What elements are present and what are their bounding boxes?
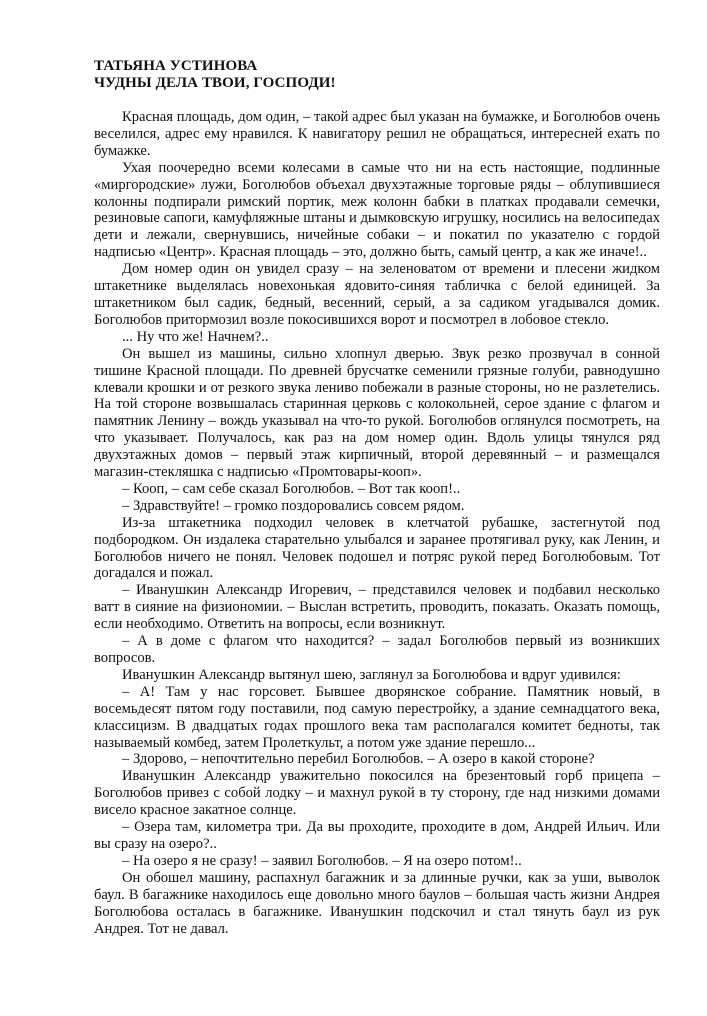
story-title: ЧУДНЫ ДЕЛА ТВОИ, ГОСПОДИ! [94, 75, 336, 91]
paragraph: ... Ну что же! Начнем?.. [122, 328, 269, 345]
paragraph: – Кооп, – сам себе сказал Боголюбов. – Вот так кооп!.. [122, 480, 461, 497]
paragraph: Дом номер один он увидел сразу – на зеленоватом от времени и плесени жидком штакетнике выделялась новехонькая ядовито-синяя табличка с белой единицей. За штакетником был садик, бедный, весенний, серый, а за садиком угадывался домик. Боголюбов притормозил возле покосившихся ворот и посмотрел в лобовое стекло. [94, 261, 660, 328]
paragraph: – Иванушкин Александр Игоревич, – представился человек и подбавил несколько ватт в сияние на физиономии. – Выслан встретить, проводить, показать. Оказать помощь, если необходимо. Ответить на вопросы, если возникнут. [94, 582, 660, 633]
paragraph: – На озеро я не сразу! – заявил Боголюбов. – Я на озеро потом!.. [122, 852, 522, 869]
paragraph: Он обошел машину, распахнул багажник и за длинные ручки, как за уши, выволок баул. В багажнике находилось еще довольно много баулов – большая часть жизни Андрея Боголюбова осталась в багажнике. Иванушкин подскочил и стал тянуть баул из рук Андрея. Тот не давал. [94, 869, 660, 937]
paragraph: Он вышел из машины, сильно хлопнул дверью. Звук резко прозвучал в сонной тишине Красной площади. По древней брусчатке семенили грязные голуби, равнодушно клевали крошки и от резкого звука лениво побежали в разные стороны, но не разлетелись. На той стороне возвышалась старинная церковь с колокольней, серое здание с флагом и памятник Ленину – вождь указывал на что-то рукой. Боголюбов оглянулся посмотреть, на что указывает. Получалось, как раз на дом номер один. Вдоль улицы тянулся ряд двухэтажных домов – первый этаж кирпичный, второй деревянный – и размещался магазин-стекляшка с надписью «Промтовары-кооп». [94, 345, 660, 481]
paragraph: Ухая поочередно всеми колесами в самые что ни на есть настоящие, подлинные «миргородские» лужи, Боголюбов объехал двухэтажные торговые ряды – облупившиеся колонны подпирали римский портик, меж колонн бабки в платках продавали семечки, резиновые сапоги, камуфляжные штаны и дымковскую игрушку, носились на велосипедах дети и лежали, свернувшись, ничейные собаки – и покатил по указателю с гордой надписью «Центр». Красная площадь – это, должно быть, самый центр, а как же иначе!.. [94, 159, 660, 261]
story-text [94, 109, 660, 937]
paragraph: – Здорово, – непочтительно перебил Боголюбов. – А озеро в какой стороне? [122, 751, 595, 768]
paragraph: Иванушкин Александр вытянул шею, заглянул за Боголюбова и вдруг удивился: [122, 666, 621, 683]
paragraph: Иванушкин Александр уважительно покосился на брезентовый горб прицепа – Боголюбов привез с собой лодку – и махнул рукой в ту сторону, где над низкими домами висело красное закатное солнце. [94, 768, 660, 819]
paragraph: Красная площадь, дом один, – такой адрес был указан на бумажке, и Боголюбов очень веселился, адрес ему нравился. К навигатору решил не обращаться, интересней ехать по бумажке. [94, 109, 660, 159]
document-header [94, 58, 654, 92]
paragraph: – А в доме с флагом что находится? – задал Боголюбов первый из возникших вопросов. [94, 633, 660, 666]
author-name: ТАТЬЯНА УСТИНОВА [94, 58, 258, 74]
paragraph: – Здравствуйте! – громко поздоровались совсем рядом. [122, 497, 465, 514]
paragraph: Из-за штакетника подходил человек в клетчатой рубашке, застегнутой под подбородком. Он издалека старательно улыбался и заранее протягивал руку, как Ленин, и Боголюбов ничего не понял. Человек подошел и потряс рукой перед Боголюбовым. Тот догадался и пожал. [94, 514, 660, 582]
paragraph: – А! Там у нас горсовет. Бывшее дворянское собрание. Памятник новый, в восемьдесят пятом году поставили, под самую перестройку, а здание семнадцатого века, классицизм. В двадцатых годах прошлого века там располагался комитет бедноты, так называемый комбед, затем Пролеткульт, а потом уже здание перешло... [94, 683, 660, 751]
paragraph: – Озера там, километра три. Да вы проходите, проходите в дом, Андрей Ильич. Или вы сразу на озеро?.. [94, 819, 660, 852]
